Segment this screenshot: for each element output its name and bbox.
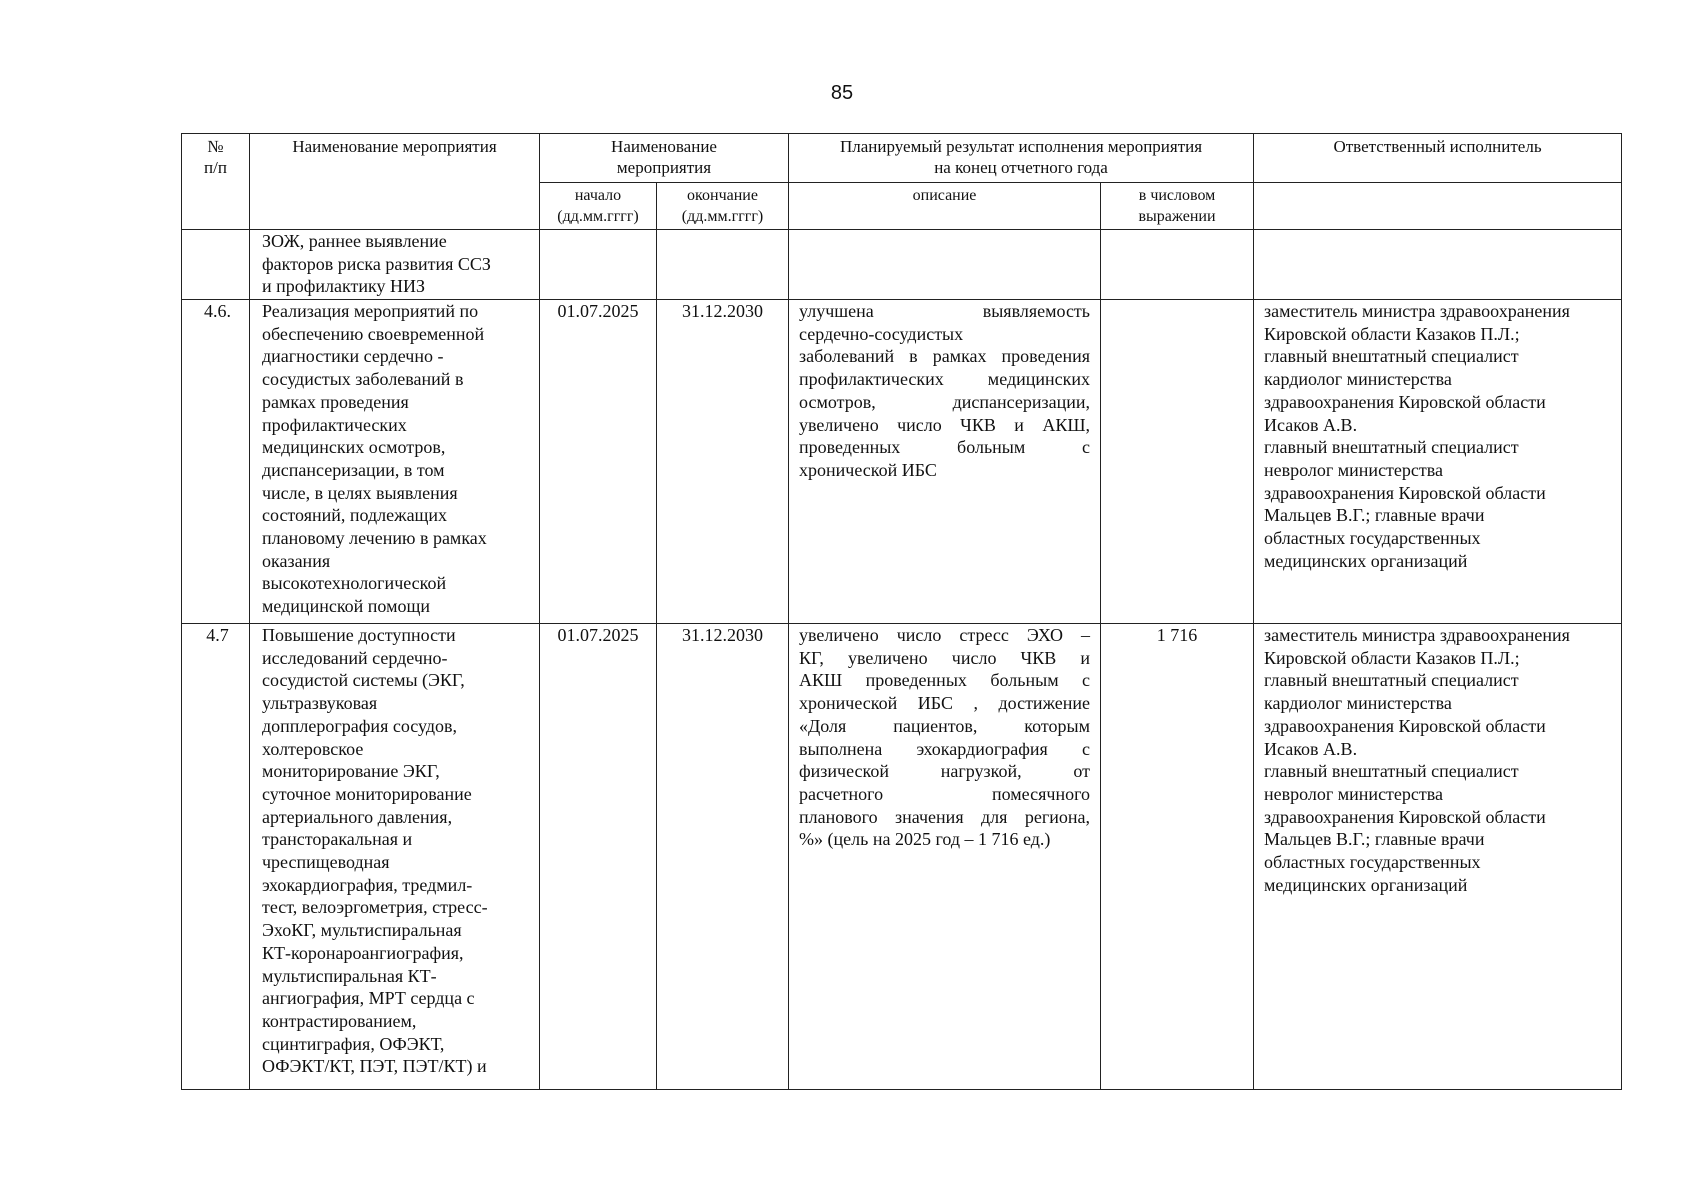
header-result — [789, 134, 1254, 183]
text-line: чреспищеводная — [262, 852, 390, 873]
row-value: 1 716 — [1101, 624, 1254, 1090]
text-line: физической нагрузкой, от — [799, 761, 1091, 782]
text-line: 4.6. — [204, 301, 231, 321]
text-line: артериального давления, — [262, 806, 453, 827]
text-line: областных государственных — [1264, 852, 1481, 873]
text-line: мониторирование ЭКГ, — [262, 761, 440, 782]
header-row-1 — [182, 134, 1622, 183]
text-line: профилактических — [262, 414, 407, 435]
header-responsible-empty — [1254, 183, 1622, 230]
row-value — [1101, 230, 1254, 300]
table-row — [182, 624, 1622, 1090]
text-line: № — [207, 137, 224, 156]
text-line: «Доля пациентов, которым — [799, 715, 1091, 736]
text-line: здравоохранения Кировской области — [1264, 806, 1546, 827]
text-line: окончание — [687, 187, 758, 204]
text-line: кардиолог министерства — [1264, 369, 1452, 390]
text-line: главный внештатный специалист — [1264, 670, 1519, 691]
text-line: здравоохранения Кировской области — [1264, 391, 1546, 412]
text-line: тест, велоэргометрия, стресс- — [262, 897, 488, 918]
header-responsible — [1254, 134, 1622, 183]
text-line: хронической ИБС — [799, 459, 937, 480]
text-line: выражении — [1138, 208, 1216, 225]
text-line: невролог министерства — [1264, 783, 1444, 804]
text-line: Кировской области Казаков П.Л.; — [1264, 323, 1520, 344]
row-end: 31.12.2030 — [657, 624, 789, 1090]
text-line: состояний, подлежащих — [262, 505, 448, 526]
text-line: хронической ИБС , достижение — [799, 693, 1091, 714]
row-start: 01.07.2025 — [540, 624, 657, 1090]
text-line: главный внештатный специалист — [1264, 761, 1519, 782]
text-line: контрастированием, — [262, 1010, 417, 1031]
text-line: факторов риска развития ССЗ — [262, 253, 491, 274]
header-desc — [789, 183, 1101, 230]
row-num — [182, 624, 250, 1090]
row-end — [657, 230, 789, 300]
row-name — [250, 624, 540, 1090]
text-line: главный внештатный специалист — [1264, 346, 1519, 367]
text-line: увеличено число стресс ЭХО – — [799, 625, 1091, 645]
text-line: Наименование — [611, 137, 717, 156]
text-line: ультразвуковая — [262, 693, 378, 714]
row-start — [540, 230, 657, 300]
text-line: сцинтиграфия, ОФЭКТ, — [262, 1033, 445, 1054]
text-line: сосудистой системы (ЭКГ, — [262, 670, 465, 691]
text-line: и профилактику НИЗ — [262, 276, 426, 297]
text-line: Планируемый результат исполнения мероприятия — [839, 137, 1203, 156]
text-line: п/п — [204, 158, 227, 177]
text-line: исследований сердечно- — [262, 647, 448, 668]
text-line: (дд.мм.гггг) — [557, 208, 639, 225]
text-line: расчетного помесячного — [799, 783, 1091, 804]
text-line: Исаков А.В. — [1264, 414, 1358, 435]
text-line: медицинских организаций — [1264, 874, 1468, 895]
text-line: заболеваний в рамках проведения — [799, 346, 1091, 367]
header-start — [540, 183, 657, 230]
text-line: суточное мониторирование — [262, 783, 472, 804]
text-line: Кировской области Казаков П.Л.; — [1264, 647, 1520, 668]
text-line: плановому лечению в рамках — [262, 528, 487, 549]
text-line: высокотехнологической — [262, 573, 447, 594]
row-desc — [789, 230, 1101, 300]
text-line: трансторакальная и — [262, 829, 413, 850]
text-line: начало — [574, 187, 622, 204]
text-line: рамках проведения — [262, 391, 409, 412]
text-line: планового значения для региона, — [799, 806, 1091, 827]
text-line: невролог министерства — [1264, 459, 1444, 480]
text-line: мультиспиральная КТ- — [262, 965, 437, 986]
row-value — [1101, 300, 1254, 624]
text-line: диагностики сердечно - — [262, 346, 444, 367]
text-line: Мальцев В.Г.; главные врачи — [1264, 829, 1485, 850]
text-line: обеспечению своевременной — [262, 323, 485, 344]
text-line: Реализация мероприятий по — [262, 301, 479, 321]
row-responsible — [1254, 230, 1622, 300]
text-line: выполнена эхокардиография с — [799, 738, 1091, 759]
text-line: кардиолог министерства — [1264, 693, 1452, 714]
text-line: сердечно-сосудистых — [799, 323, 964, 344]
row-name — [250, 300, 540, 624]
text-line: Повышение доступности — [262, 625, 456, 645]
text-line: ЗОЖ, раннее выявление — [262, 231, 447, 251]
text-line: холтеровское — [262, 738, 364, 759]
text-line: оказания — [262, 550, 331, 571]
text-line: КГ, увеличено число ЧКВ и — [799, 647, 1091, 668]
row-desc — [789, 300, 1101, 624]
text-line: здравоохранения Кировской области — [1264, 482, 1546, 503]
header-name — [250, 134, 540, 230]
text-line: Исаков А.В. — [1264, 738, 1358, 759]
text-line: Наименование мероприятия — [292, 137, 497, 156]
text-line: в числовом — [1138, 187, 1216, 204]
text-line: Ответственный исполнитель — [1333, 137, 1542, 156]
row-desc — [789, 624, 1101, 1090]
text-line: ОФЭКТ/КТ, ПЭТ, ПЭТ/КТ) и — [262, 1056, 487, 1077]
text-line: на конец отчетного года — [934, 158, 1108, 177]
text-line: медицинской помощи — [262, 596, 430, 617]
text-line: числе, в целях выявления — [262, 482, 458, 503]
header-period — [540, 134, 789, 183]
row-start: 01.07.2025 — [540, 300, 657, 624]
text-line: АКШ проведенных больным с — [799, 670, 1091, 691]
text-line: диспансеризации, в том — [262, 459, 445, 480]
page-number: 85 — [830, 82, 854, 104]
header-num — [182, 134, 250, 230]
text-line: Мальцев В.Г.; главные врачи — [1264, 505, 1485, 526]
text-line: заместитель министра здравоохранения — [1264, 301, 1570, 321]
text-line: главный внештатный специалист — [1264, 437, 1519, 458]
table-row — [182, 230, 1622, 300]
text-line: мероприятия — [616, 158, 712, 177]
text-line: увеличено число ЧКВ и АКШ, — [799, 414, 1091, 435]
text-line: улучшена выявляемость — [799, 301, 1091, 321]
text-line: (дд.мм.гггг) — [681, 208, 764, 225]
text-line: областных государственных — [1264, 528, 1481, 549]
row-num — [182, 300, 250, 624]
row-responsible — [1254, 300, 1622, 624]
text-line: проведенных больным с — [799, 437, 1091, 458]
text-line: медицинских организаций — [1264, 550, 1468, 571]
text-line: допплерография сосудов, — [262, 715, 458, 736]
text-line: %» (цель на 2025 год – 1 716 ед.) — [799, 829, 1051, 850]
header-value — [1101, 183, 1254, 230]
header-end — [657, 183, 789, 230]
text-line: осмотров, диспансеризации, — [799, 391, 1091, 412]
row-name — [250, 230, 540, 300]
text-line: профилактических медицинских — [799, 369, 1091, 390]
text-line: 4.7 — [206, 625, 229, 645]
row-responsible — [1254, 624, 1622, 1090]
text-line: медицинских осмотров, — [262, 437, 446, 458]
text-line: эхокардиография, тредмил- — [262, 874, 473, 895]
text-line: здравоохранения Кировской области — [1264, 715, 1546, 736]
text-line: сосудистых заболеваний в — [262, 369, 464, 390]
row-num — [182, 230, 250, 300]
text-line: ангиография, МРТ сердца с — [262, 988, 475, 1009]
activities-table — [181, 133, 1622, 1090]
text-line: КТ-коронароангиография, — [262, 942, 464, 963]
table-row — [182, 300, 1622, 624]
text-line: описание — [912, 187, 977, 204]
text-line: ЭхоКГ, мультиспиральная — [262, 920, 462, 941]
row-end: 31.12.2030 — [657, 300, 789, 624]
text-line: заместитель министра здравоохранения — [1264, 625, 1570, 645]
